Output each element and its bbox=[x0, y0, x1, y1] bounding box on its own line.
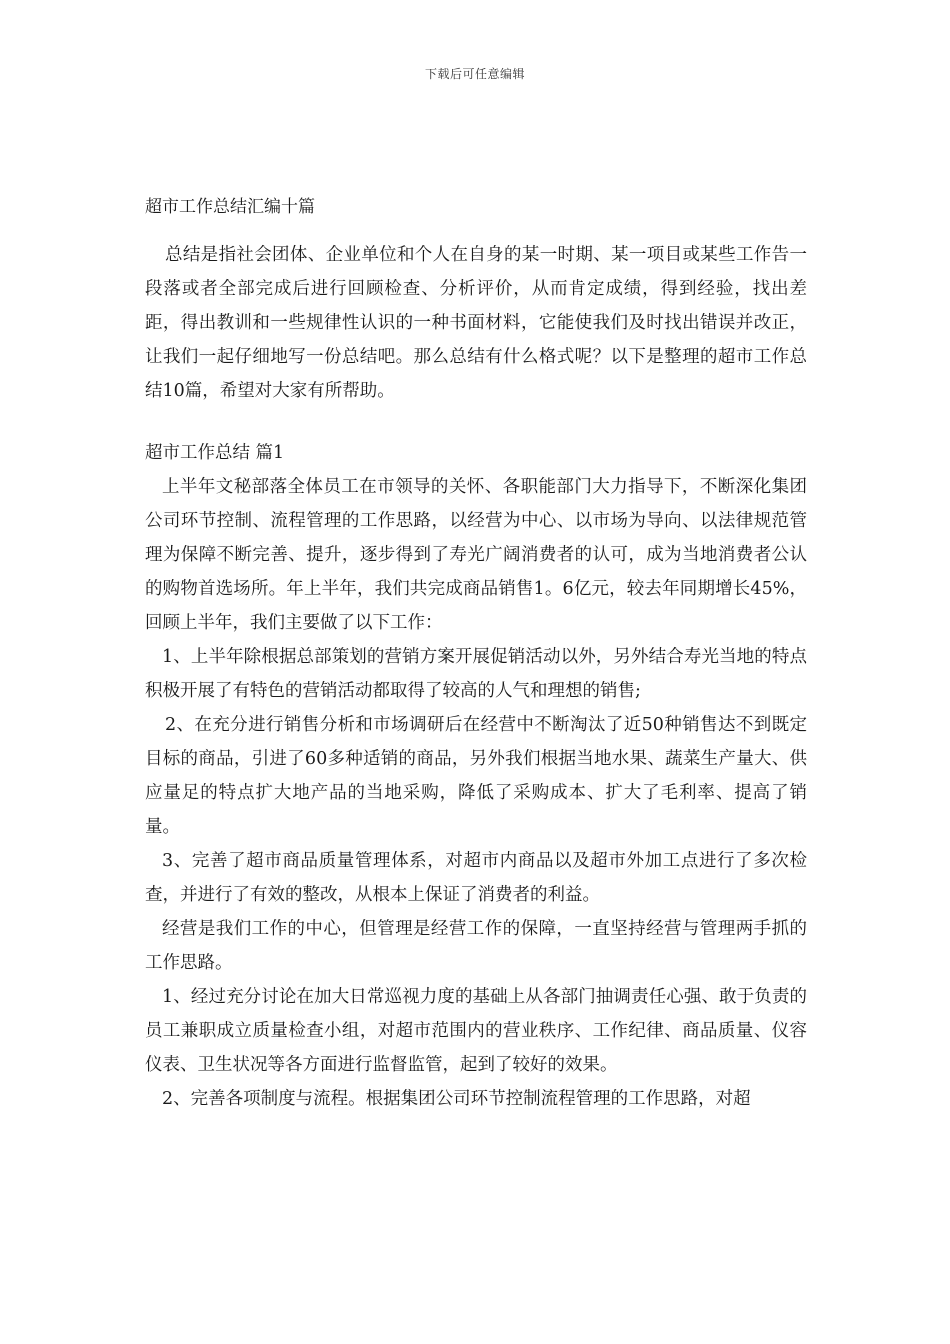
body-paragraph: 上半年文秘部落全体员工在市领导的关怀、各职能部门大力指导下，不断深化集团公司环节控制、流程管理的工作思路，以经营为中心、以市场为导向、以法律规范管理为保障不断完善、提升，逐步得到了寿光广阔消费者的认可，成为当地消费者公认的购物首选场所。年上半年，我们共完成商品销售1。6亿元，较去年同期增长45%，回顾上半年，我们主要做了以下工作： bbox=[145, 477, 807, 633]
list-item: 1、上半年除根据总部策划的营销方案开展促销活动以外，另外结合寿光当地的特点积极开展了有特色的营销活动都取得了较高的人气和理想的销售; bbox=[145, 647, 807, 701]
intro-paragraph: 总结是指社会团体、企业单位和个人在自身的某一时期、某一项目或某些工作告一段落或者全部完成后进行回顾检查、分析评价，从而肯定成绩，得到经验，找出差距，得出教训和一些规律性认识的一种书面材料，它能使我们及时找出错误并改正，让我们一起仔细地写一份总结吧。那么总结有什么格式呢？以下是整理的超市工作总结10篇，希望对大家有所帮助。 bbox=[145, 245, 807, 401]
list-item: 2、在充分进行销售分析和市场调研后在经营中不断淘汰了近50种销售达不到既定目标的商品，引进了60多种适销的商品，另外我们根据当地水果、蔬菜生产量大、供应量足的特点扩大地产品的当地采购，降低了采购成本、扩大了毛利率、提高了销量。 bbox=[145, 715, 807, 837]
list-item: 3、完善了超市商品质量管理体系，对超市内商品以及超市外加工点进行了多次检查，并进行了有效的整改，从根本上保证了消费者的利益。 bbox=[145, 851, 807, 905]
document-body bbox=[145, 230, 807, 1116]
body-paragraph: 经营是我们工作的中心，但管理是经营工作的保障，一直坚持经营与管理两手抓的工作思路。 bbox=[145, 919, 807, 973]
list-item: 2、完善各项制度与流程。根据集团公司环节控制流程管理的工作思路，对超 bbox=[162, 1089, 751, 1109]
header-note: 下载后可任意编辑 bbox=[424, 67, 525, 81]
list-item: 1、经过充分讨论在加大日常巡视力度的基础上从各部门抽调责任心强、敢于负责的员工兼职成立质量检查小组，对超市范围内的营业秩序、工作纪律、商品质量、仪容仪表、卫生状况等各方面进行监督监管，起到了较好的效果。 bbox=[145, 987, 807, 1075]
document-title: 超市工作总结汇编十篇 bbox=[145, 197, 315, 217]
section-heading: 超市工作总结 篇1 bbox=[145, 443, 285, 463]
